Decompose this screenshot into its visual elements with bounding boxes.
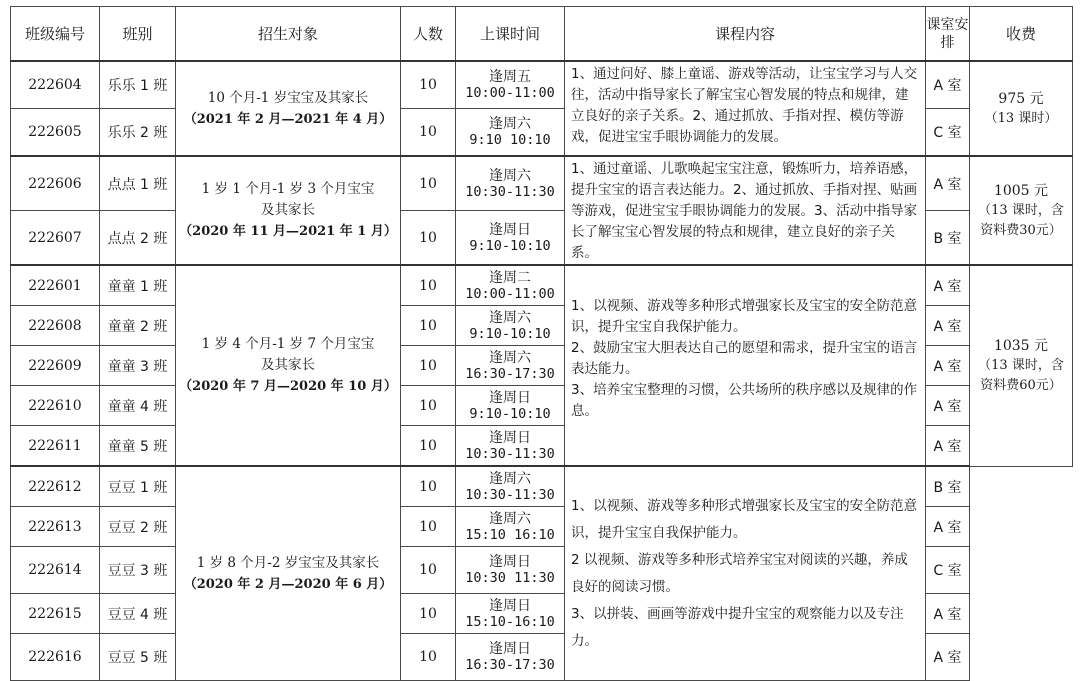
target-birth-range: （2020 年 2 月—2020 年 6 月） [183, 576, 393, 592]
header-content: 课程内容 [565, 7, 926, 62]
time-cell [456, 426, 565, 467]
count: 10 [401, 547, 456, 594]
weekday: 逢周五 [489, 69, 531, 85]
time-range: 10:30 11:30 [465, 570, 555, 586]
class-name: 乐乐 2 班 [100, 109, 176, 157]
room: A 室 [926, 61, 970, 109]
count: 10 [401, 594, 456, 634]
class-name: 童童 1 班 [100, 265, 176, 306]
room: C 室 [926, 109, 970, 157]
room: B 室 [926, 466, 970, 507]
target-birth-range: （2020 年 11 月—2021 年 1 月） [179, 224, 397, 239]
content-text: 1、通过童谣、儿歌唤起宝宝注意，锻炼听力，培养语感，提升宝宝的语言表达能力。2、通过抓放、手指对捏、贴画等游戏，促进宝宝手眼协调能力的发展。3、活动中指导家长了解宝宝心智发展的特点和规律，建立良好的亲子关系。 [571, 161, 918, 261]
count: 10 [401, 156, 456, 211]
class-name: 童童 5 班 [100, 426, 176, 467]
weekday: 逢周六 [489, 167, 531, 184]
target-cell [176, 61, 401, 156]
fee-cell [970, 265, 1073, 466]
fee-price: 1035 元 [993, 337, 1049, 354]
fee-cell [970, 61, 1073, 156]
content-text: 1、以视频、游戏等多种形式增强家长及宝宝的安全防范意识，提升宝宝自我保护能力。 [571, 298, 918, 335]
time-range: 10:00-11:00 [465, 285, 555, 302]
weekday: 逢周六 [489, 349, 531, 366]
content-text: 3、以拼装、画画等游戏中提升宝宝的观察能力以及专注力。 [571, 605, 904, 649]
group-diandian [11, 156, 1073, 265]
group-tongtong [11, 265, 1073, 466]
target-birth-range: （2020 年 7 月—2020 年 10 月） [179, 379, 397, 394]
class-name: 童童 4 班 [100, 386, 176, 426]
class-no: 222610 [11, 386, 100, 426]
class-no: 222613 [11, 507, 100, 547]
content-cell [565, 466, 926, 681]
count: 10 [401, 306, 456, 346]
count: 10 [401, 346, 456, 386]
room: B 室 [926, 211, 970, 266]
weekday: 逢周日 [489, 554, 531, 570]
room: A 室 [926, 634, 970, 681]
content-cell [565, 156, 926, 265]
target-birth-range: （2021 年 2 月—2021 年 4 月） [183, 111, 393, 127]
fee-price: 975 元 [998, 90, 1044, 107]
time-range: 16:30-17:30 [465, 657, 555, 673]
header-count: 人数 [401, 7, 456, 62]
fee-note: （13 课时，含资料费30元） [978, 202, 1064, 238]
content-text: 2 以视频、游戏等多种形式培养宝宝对阅读的兴趣，养成良好的阅读习惯。 [571, 551, 908, 595]
fee-cell [970, 156, 1073, 265]
time-range: 9:10-10:10 [469, 405, 551, 422]
room: A 室 [926, 386, 970, 426]
content-cell [565, 61, 926, 156]
header-time: 上课时间 [456, 7, 565, 62]
target-cell [176, 156, 401, 265]
class-name: 豆豆 5 班 [100, 634, 176, 681]
class-name: 童童 2 班 [100, 306, 176, 346]
target-age: 10 个月-1 岁宝宝及其家长 [207, 89, 369, 106]
class-no: 222607 [11, 211, 100, 266]
group-doudou [11, 466, 1073, 681]
content-text: 1、通过问好、膝上童谣、游戏等活动，让宝宝学习与人交往，活动中指导家长了解宝宝心智发展的特点和规律，建立良好的亲子关系。2、通过抓放、手指对捏、模仿等游戏，促进宝宝手眼协调能力的发展。 [571, 66, 918, 145]
class-no: 222609 [11, 346, 100, 386]
class-no: 222606 [11, 156, 100, 211]
class-name: 乐乐 1 班 [100, 61, 176, 109]
class-name: 豆豆 2 班 [100, 507, 176, 547]
time-cell [456, 211, 565, 266]
room: A 室 [926, 156, 970, 211]
room: A 室 [926, 346, 970, 386]
count: 10 [401, 109, 456, 157]
class-no: 222614 [11, 547, 100, 594]
content-text: 3、培养宝宝整理的习惯，公共场所的秩序感以及规律的作息。 [571, 382, 918, 419]
time-cell [456, 634, 565, 681]
target-cell [176, 466, 401, 681]
count: 10 [401, 426, 456, 467]
class-name: 点点 2 班 [100, 211, 176, 266]
room: A 室 [926, 265, 970, 306]
class-name: 豆豆 3 班 [100, 547, 176, 594]
room: A 室 [926, 306, 970, 346]
count: 10 [401, 466, 456, 507]
time-cell [456, 61, 565, 109]
weekday: 逢周日 [489, 221, 531, 238]
time-range: 10:30-11:30 [465, 486, 555, 503]
table-row [11, 466, 1073, 507]
room: C 室 [926, 547, 970, 594]
time-cell [456, 346, 565, 386]
time-range: 15:10 16:10 [465, 526, 555, 543]
count: 10 [401, 386, 456, 426]
content-cell [565, 265, 926, 466]
class-no: 222604 [11, 61, 100, 109]
header-class-no: 班级编号 [11, 7, 100, 62]
header-fee: 收费 [970, 7, 1073, 62]
time-range: 16:30-17:30 [465, 365, 555, 382]
table-row [11, 156, 1073, 211]
time-cell [456, 109, 565, 157]
content-text: 1、以视频、游戏等多种形式增强家长及宝宝的安全防范意识，提升宝宝自我保护能力。 [571, 497, 918, 541]
time-cell [456, 386, 565, 426]
class-no: 222616 [11, 634, 100, 681]
class-no: 222601 [11, 265, 100, 306]
time-cell [456, 594, 565, 634]
table-row [11, 265, 1073, 306]
header-row [11, 7, 1073, 62]
weekday: 逢周六 [489, 510, 531, 527]
count: 10 [401, 211, 456, 266]
class-name: 童童 3 班 [100, 346, 176, 386]
count: 10 [401, 265, 456, 306]
time-cell [456, 466, 565, 507]
room: A 室 [926, 594, 970, 634]
header-class-name: 班别 [100, 7, 176, 62]
time-range: 10:30-11:30 [465, 445, 555, 462]
time-cell [456, 306, 565, 346]
target-age: 1 岁 1 个月-1 岁 3 个月宝宝及其家长 [201, 181, 375, 218]
weekday: 逢周日 [489, 597, 531, 614]
time-range: 15:10-16:10 [465, 613, 555, 630]
class-name: 豆豆 1 班 [100, 466, 176, 507]
count: 10 [401, 61, 456, 109]
weekday: 逢周六 [489, 309, 531, 326]
time-range: 9:10 10:10 [469, 132, 551, 148]
content-text: 2、鼓励宝宝大胆表达自己的愿望和需求，提升宝宝的语言表达能力。 [571, 340, 918, 377]
header-target: 招生对象 [176, 7, 401, 62]
fee-price: 1005 元 [993, 182, 1049, 199]
weekday: 逢周二 [489, 269, 531, 286]
class-name: 点点 1 班 [100, 156, 176, 211]
class-no: 222605 [11, 109, 100, 157]
time-cell [456, 265, 565, 306]
weekday: 逢周六 [489, 470, 531, 487]
fee-note: （13 课时） [984, 110, 1058, 126]
class-no: 222612 [11, 466, 100, 507]
time-range: 9:10-10:10 [469, 237, 551, 254]
weekday: 逢周日 [489, 429, 531, 446]
time-range: 10:30-11:30 [465, 183, 555, 200]
table-row [11, 61, 1073, 109]
room: A 室 [926, 507, 970, 547]
count: 10 [401, 634, 456, 681]
weekday: 逢周六 [489, 116, 531, 132]
class-schedule-table [10, 6, 1073, 681]
weekday: 逢周日 [489, 389, 531, 406]
time-cell [456, 547, 565, 594]
group-lele [11, 61, 1073, 156]
schedule-table-container [10, 6, 1072, 681]
time-cell [456, 156, 565, 211]
fee-note: （13 课时，含资料费60元） [978, 357, 1064, 393]
count: 10 [401, 507, 456, 547]
class-no: 222608 [11, 306, 100, 346]
weekday: 逢周日 [489, 641, 531, 657]
time-range: 9:10-10:10 [469, 325, 551, 342]
class-no: 222615 [11, 594, 100, 634]
target-cell [176, 265, 401, 466]
header-room: 课室安排 [926, 7, 970, 62]
time-range: 10:00-11:00 [465, 85, 555, 101]
target-age: 1 岁 4 个月-1 岁 7 个月宝宝及其家长 [201, 336, 375, 373]
class-name: 豆豆 4 班 [100, 594, 176, 634]
time-cell [456, 507, 565, 547]
class-no: 222611 [11, 426, 100, 467]
room: A 室 [926, 426, 970, 467]
target-age: 1 岁 8 个月-2 岁宝宝及其家长 [196, 554, 380, 571]
